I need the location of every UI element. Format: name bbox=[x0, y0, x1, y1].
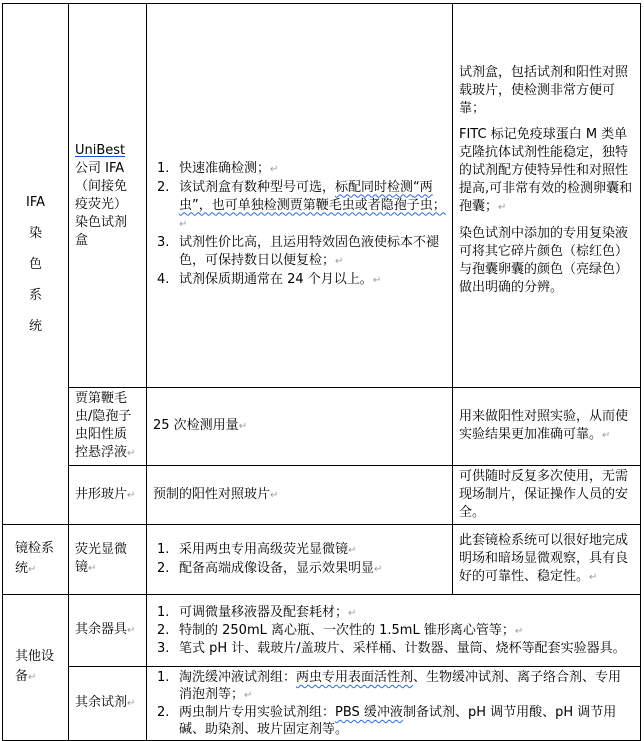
note-text: 用来做阳性对照实验，从而使实验结果更加准确可靠。 bbox=[459, 409, 629, 442]
item-name-line: 盒 bbox=[75, 232, 89, 248]
feature-list bbox=[153, 541, 446, 579]
category-ifa-char: 染 bbox=[28, 225, 42, 241]
category-scope: 镜检系 统↵ bbox=[3, 525, 69, 595]
feature-list bbox=[153, 160, 446, 290]
table-row-reagents bbox=[3, 667, 641, 741]
notes-slide: 可供随时反复多次使用，无需现场制片，保证操作人员的安全。 bbox=[453, 466, 641, 525]
table-row-microscope bbox=[3, 525, 641, 595]
list-item: 2. 两虫制片专用实验试剂组：PBS 缓冲液制备试剂、pH 调节用酸、pH 调节用碱、助染剂、玻片固定剂等。 bbox=[157, 705, 617, 737]
category-ifa-char: IFA bbox=[25, 194, 45, 210]
table-row-apparatus bbox=[3, 595, 641, 667]
item-name-line: 虫阳性质 bbox=[75, 427, 128, 442]
note-paragraph: FITC 标记免疫球蛋白 M 类单克隆抗体试剂性能稳定，独特的试剂配方使特异性和对照性提高,可非常有效的检测卵囊和孢囊；↵ bbox=[459, 127, 633, 214]
features-control: 25 次检测用量↵ bbox=[147, 388, 453, 466]
table-row-slide bbox=[3, 466, 641, 525]
list-item: 1. 淘洗缓冲液试剂组：两虫专用表面活性剂、生物缓冲试剂、离子络合剂、专用消泡剂等；↵ bbox=[157, 670, 622, 702]
item-name-slide: 井形玻片↵ bbox=[69, 466, 147, 525]
list-item: 3. 笔式 pH 计、载玻片/盖玻片、采样桶、计数器、量筒、烧杯等配套实验器具。 bbox=[157, 641, 626, 656]
list-item: 2. 配备高端成像设备，显示效果明显↵ bbox=[157, 560, 383, 576]
list-item: 1. 可调微量移液器及配套耗材；↵ bbox=[157, 605, 357, 620]
list-item: 2. 该试剂盒有数种型号可选，标配同时检测“两虫”，也可单独检测贾第鞭毛虫或者隐孢子虫；↵ bbox=[157, 179, 446, 230]
feature-list bbox=[153, 669, 634, 738]
item-name-line: 疫荧光） bbox=[75, 196, 128, 212]
item-name-control: 贾第鞭毛 虫/隐孢子 虫阳性质 控悬浮液↵ bbox=[69, 388, 147, 466]
item-name-line: 公司 IFA bbox=[75, 160, 125, 176]
list-item: 1. 快速准确检测；↵ bbox=[157, 160, 279, 176]
features-microscope bbox=[147, 525, 453, 595]
table-row-ifa-kit bbox=[3, 4, 641, 388]
category-ifa-char: 色 bbox=[28, 256, 42, 272]
list-item: 1. 采用两虫专用高级荧光显微镜↵ bbox=[157, 541, 357, 557]
list-item: 3. 试剂性价比高，且运用特效固色液使标本不褪色，可保持数日以便复检；↵ bbox=[157, 234, 440, 268]
list-item: 2. 特制的 250mL 离心瓶、一次性的 1.5mL 锥形离心管等；↵ bbox=[157, 623, 524, 638]
list-item: 4. 试剂保质期通常在 24 个月以上。↵ bbox=[157, 271, 382, 287]
item-name-line: 虫/隐孢子 bbox=[75, 409, 132, 424]
notes-control: 用来做阳性对照实验，从而使实验结果更加准确可靠。↵ bbox=[453, 388, 641, 466]
note-paragraph: 试剂盒，包括试剂和阳性对照载玻片，使检测非常方便可靠； bbox=[459, 65, 629, 116]
notes-ifa-kit bbox=[453, 4, 641, 388]
brand-name: UniBest bbox=[75, 142, 126, 158]
item-name-apparatus: 其余器具↵ bbox=[69, 595, 147, 667]
item-name-reagents: 其余试剂↵ bbox=[69, 667, 147, 741]
features-reagents bbox=[147, 667, 641, 741]
feature-text: 25 次检测用量 bbox=[153, 418, 239, 433]
features-apparatus bbox=[147, 595, 641, 667]
item-name-line: 贾第鞭毛 bbox=[75, 391, 128, 406]
table-row-control bbox=[3, 388, 641, 466]
category-ifa-char: 统 bbox=[28, 318, 42, 334]
features-slide: 预制的阳性对照玻片↵ bbox=[147, 466, 453, 525]
notes-microscope: 此套镜检系统可以很好地完成明场和暗场显微观察，具有良好的可靠性、稳定性。↵ bbox=[453, 525, 641, 595]
category-ifa bbox=[3, 4, 69, 525]
category-other: 其他设 备↵ bbox=[3, 595, 69, 741]
item-name-ifa-kit bbox=[69, 4, 147, 388]
item-name-line: 控悬浮液 bbox=[75, 445, 128, 460]
item-name-line: （间接免 bbox=[75, 178, 128, 194]
features-ifa-kit bbox=[147, 4, 453, 388]
equipment-table bbox=[2, 3, 641, 741]
item-name-line: 染色试剂 bbox=[75, 214, 128, 230]
note-paragraph: 染色试剂中添加的专用复染液可将其它碎片颜色（棕红色）与孢囊卵囊的颜色（亮绿色）做出明确的分辨。 bbox=[459, 226, 629, 295]
feature-list bbox=[153, 604, 634, 657]
item-name-microscope: 荧光显微 镜↵ bbox=[69, 525, 147, 595]
category-ifa-char: 系 bbox=[28, 287, 42, 303]
